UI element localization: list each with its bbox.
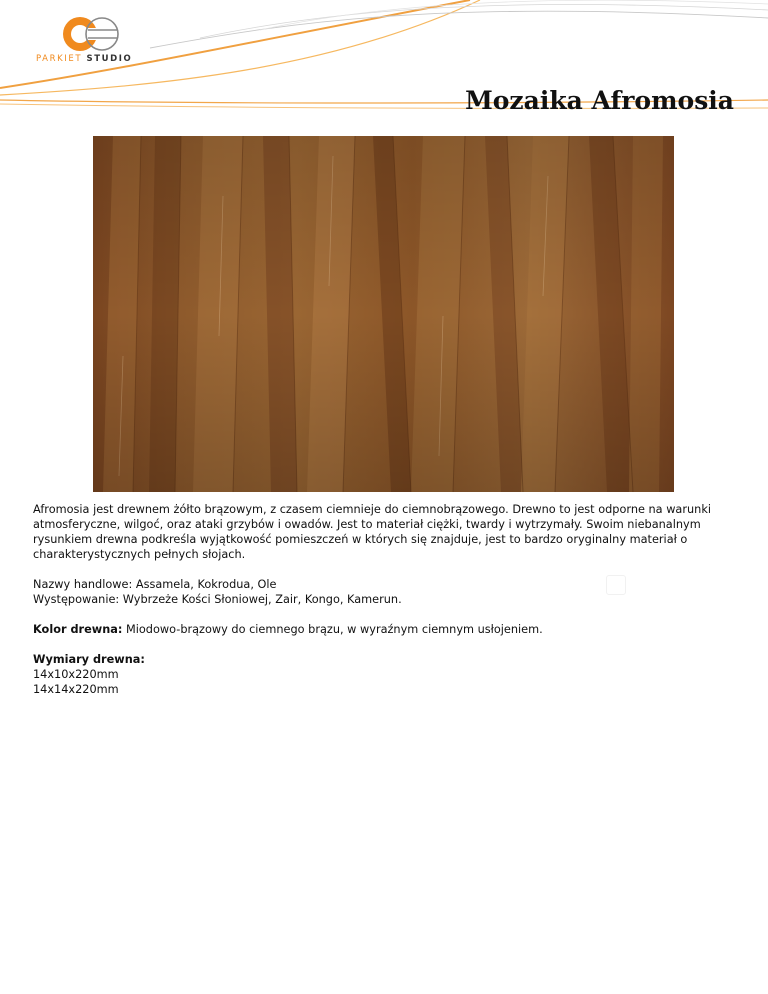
- occurrence: Występowanie: Wybrzeże Kości Słoniowej, Zair, Kongo, Kamerun.: [33, 593, 402, 606]
- logo-word-studio: STUDIO: [86, 54, 133, 64]
- company-logo: [36, 16, 146, 66]
- product-description: [33, 502, 743, 712]
- wood-mosaic-photo: [93, 136, 674, 492]
- logo-text: [36, 54, 132, 64]
- page-title: Mozaika Afromosia: [465, 86, 734, 115]
- wood-color-value: Miodowo-brązowy do ciemnego brązu, w wyraźnym ciemnym usłojeniem.: [126, 623, 543, 636]
- dimension-item: 14x14x220mm: [33, 683, 119, 696]
- wood-dimensions: [33, 652, 743, 697]
- faint-frame-artifact: [606, 575, 626, 595]
- trade-info: [33, 577, 743, 607]
- description-paragraph: Afromosia jest drewnem żółto brązowym, z czasem ciemnieje do ciemnobrązowego. Drewno to jest odporne na warunki atmosferyczne, wilgoć, oraz ataki grzybów i owadów. Jest to materiał ciężki, twardy i wytrzymały. Swoim niebanalnym rysunkiem drewna podkreśla wyjątkowość pomieszczeń w których się znajduje, jest to bardzo oryginalny materiał o charakterystycznych pełnych słojach.: [33, 503, 711, 561]
- wood-color-label: Kolor drewna:: [33, 623, 123, 636]
- wood-dimensions-label: Wymiary drewna:: [33, 653, 145, 666]
- wood-grain-image: [93, 136, 674, 492]
- dimension-item: 14x10x220mm: [33, 668, 119, 681]
- wood-color: [33, 622, 743, 637]
- trade-names: Nazwy handlowe: Assamela, Kokrodua, Ole: [33, 578, 277, 591]
- logo-mark-icon: [62, 16, 122, 52]
- logo-word-parkiet: PARKIET: [36, 54, 83, 64]
